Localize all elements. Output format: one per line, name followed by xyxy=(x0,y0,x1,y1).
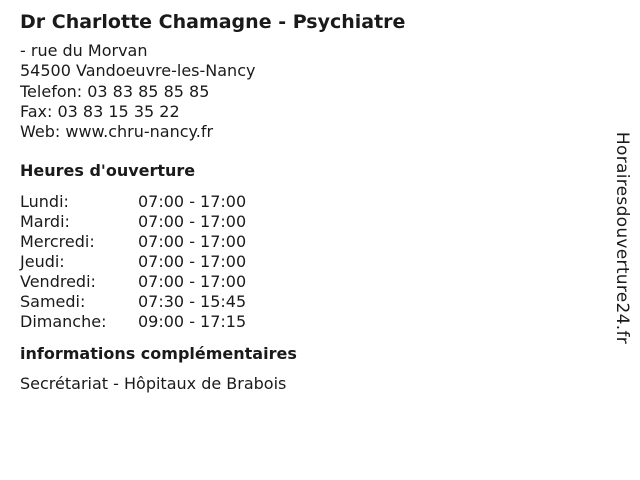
hours-row-mardi xyxy=(20,212,600,232)
fax-number: Fax: 03 83 15 35 22 xyxy=(20,101,180,121)
address-block xyxy=(20,41,600,142)
day-label: Mardi: xyxy=(20,212,70,232)
listing-card xyxy=(20,9,600,395)
website: Web: www.chru-nancy.fr xyxy=(20,122,214,142)
postal-city: 54500 Vandoeuvre-les-Nancy xyxy=(20,61,256,81)
hours-row-jeudi xyxy=(20,252,600,272)
hours-row-dimanche xyxy=(20,312,600,332)
site-watermark: Horairesdouverture24.fr xyxy=(612,131,632,345)
day-hours: 07:30 - 15:45 xyxy=(138,292,247,312)
day-hours: 07:00 - 17:00 xyxy=(138,192,247,212)
day-label: Vendredi: xyxy=(20,272,96,292)
day-label: Samedi: xyxy=(20,292,86,312)
street-address: - rue du Morvan xyxy=(20,41,148,60)
day-label: Lundi: xyxy=(20,192,69,212)
hours-row-mercredi xyxy=(20,232,600,252)
opening-hours-heading: Heures d'ouverture xyxy=(20,161,196,181)
day-hours: 07:00 - 17:00 xyxy=(138,212,247,232)
day-label: Jeudi: xyxy=(20,252,65,272)
day-hours: 07:00 - 17:00 xyxy=(138,252,247,272)
day-label: Mercredi: xyxy=(20,232,95,252)
hours-row-samedi xyxy=(20,292,600,312)
additional-info-text: Secrétariat - Hôpitaux de Brabois xyxy=(20,374,287,394)
hours-row-lundi xyxy=(20,192,600,212)
opening-hours-table xyxy=(20,192,600,332)
hours-row-vendredi xyxy=(20,272,600,292)
page-title: Dr Charlotte Chamagne - Psychiatre xyxy=(20,11,406,33)
day-hours: 07:00 - 17:00 xyxy=(138,272,247,292)
day-label: Dimanche: xyxy=(20,312,107,332)
phone-number: Telefon: 03 83 85 85 85 xyxy=(20,81,210,101)
day-hours: 07:00 - 17:00 xyxy=(138,232,247,252)
day-hours: 09:00 - 17:15 xyxy=(138,312,247,332)
additional-info-heading: informations complémentaires xyxy=(20,344,297,364)
